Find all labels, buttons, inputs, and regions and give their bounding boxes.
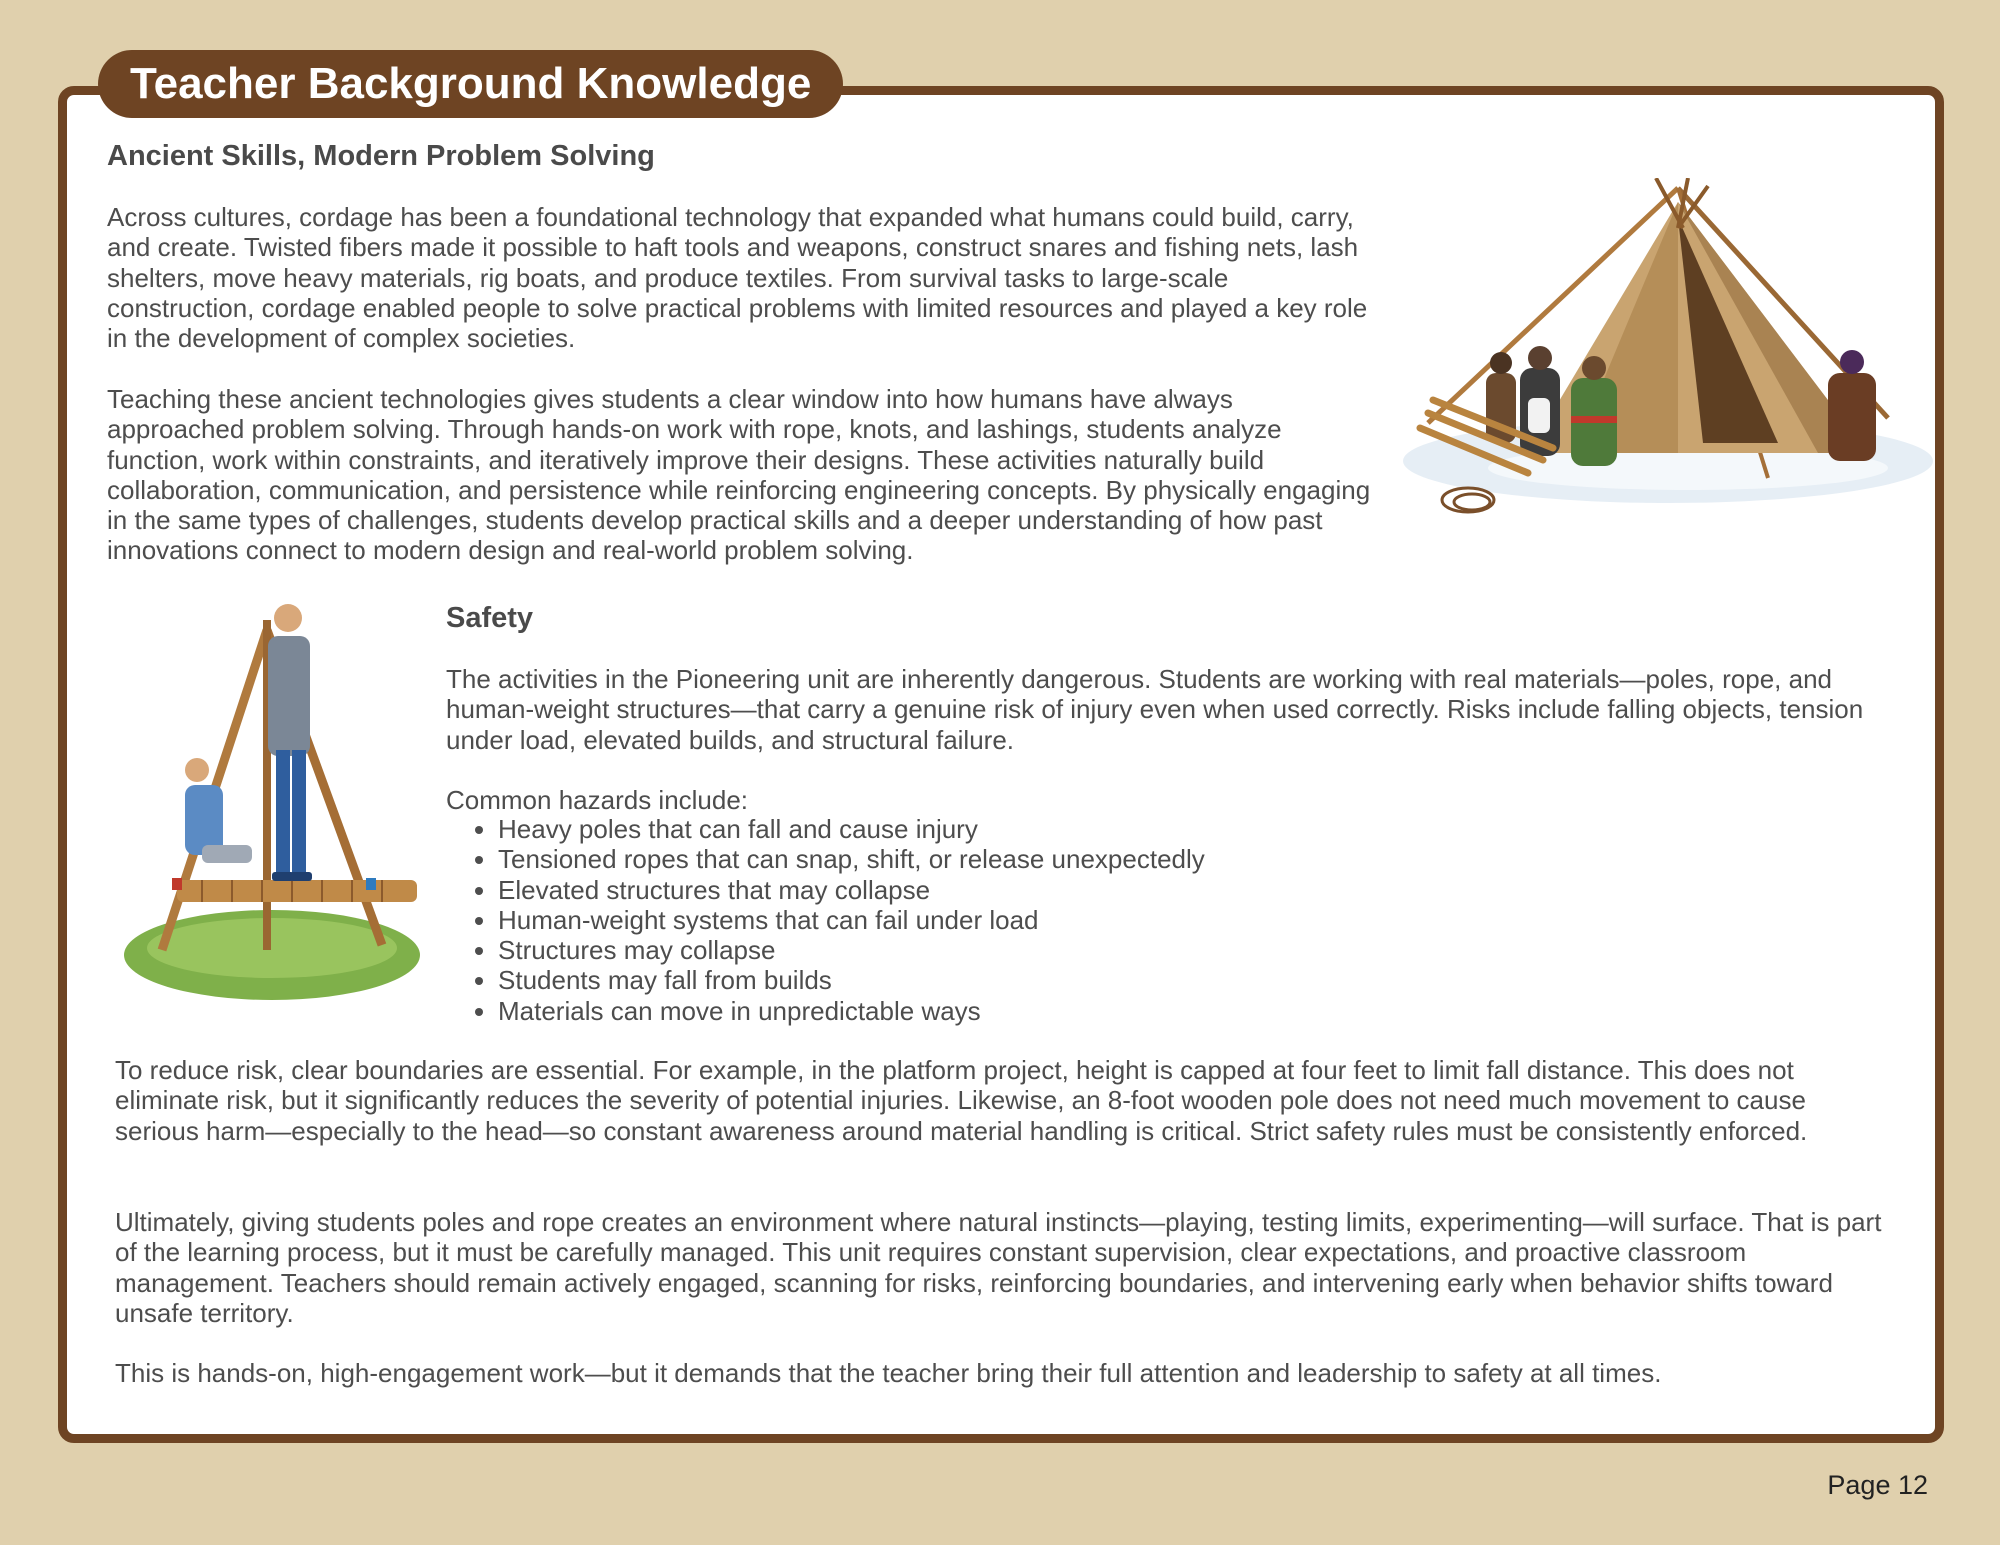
paragraph-boundaries: To reduce risk, clear boundaries are essential. For example, in the platform project, height is capped at four feet to limit fall distance. This does not eliminate risk, but it significantly reduces the severity of potential injuries. Likewise, an 8-foot wooden pole does not need much movement to cause serious harm—especially to the head—so constant awareness around material handling is critical. Strict safety rules must be consistently enforced. [115,1055,1808,1146]
tent-illustration [1388,178,1934,528]
list-item: • Students may fall from builds [498,965,1205,995]
paragraph-supervision: Ultimately, giving students poles and rope creates an environment where natural instincts—playing, testing limits, experimenting—will surface. That is part of the learning process, but it must be carefully managed. This unit requires constant supervision, clear expectations, and proactive classroom management. Teachers should remain actively engaged, scanning for risks, reinforcing boundaries, and intervening early when behavior shifts toward unsafe territory. [115,1207,1882,1328]
list-item: • Materials can move in unpredictable ways [498,996,1205,1026]
paragraph-closing: This is hands-on, high-engagement work—but it demands that the teacher bring their full attention and leadership to safety at all times. [115,1358,1662,1388]
paragraph-cordage: Across cultures, cordage has been a foundational technology that expanded what humans could build, carry, and create. Twisted fibers made it possible to haft tools and weapons, construct snares and fishing nets, lash shelters, move heavy materials, rig boats, and produce textiles. From survival tasks to large-scale construction, cordage enabled people to solve practical problems with limited resources and played a key role in the development of complex societies. [107,202,1368,354]
list-item: • Heavy poles that can fall and cause injury [498,814,1205,844]
page-title: Teacher Background Knowledge [98,50,843,118]
paragraph-safety-intro: The activities in the Pioneering unit are inherently dangerous. Students are working with real materials—poles, rope, and human-weight structures—that carry a genuine risk of injury even when used correctly. Risks include falling objects, tension under load, elevated builds, and structural failure. [446,664,1864,755]
section-heading-safety: Safety [446,602,534,634]
list-item: • Elevated structures that may collapse [498,875,1205,905]
list-item: • Human-weight systems that can fail under load [498,905,1205,935]
paragraph-teaching: Teaching these ancient technologies gives students a clear window into how humans have always approached problem solving. Through hands-on work with rope, knots, and lashings, students analyze function, work within constraints, and iteratively improve their designs. These activities naturally build collaboration, communication, and persistence while reinforcing engineering concepts. By physically engaging in the same types of challenges, students develop practical skills and a deeper understanding of how past innovations connect to modern design and real-world problem solving. [107,384,1371,566]
page-number: Page 12 [1827,1470,1928,1500]
hazards-label: Common hazards include: [446,785,749,815]
list-item: • Tensioned ropes that can snap, shift, or release unexpectedly [498,844,1205,874]
list-item: • Structures may collapse [498,935,1205,965]
platform-illustration [122,600,434,1010]
hazard-list [446,814,1205,1026]
section-heading-ancient-skills: Ancient Skills, Modern Problem Solving [107,140,655,172]
